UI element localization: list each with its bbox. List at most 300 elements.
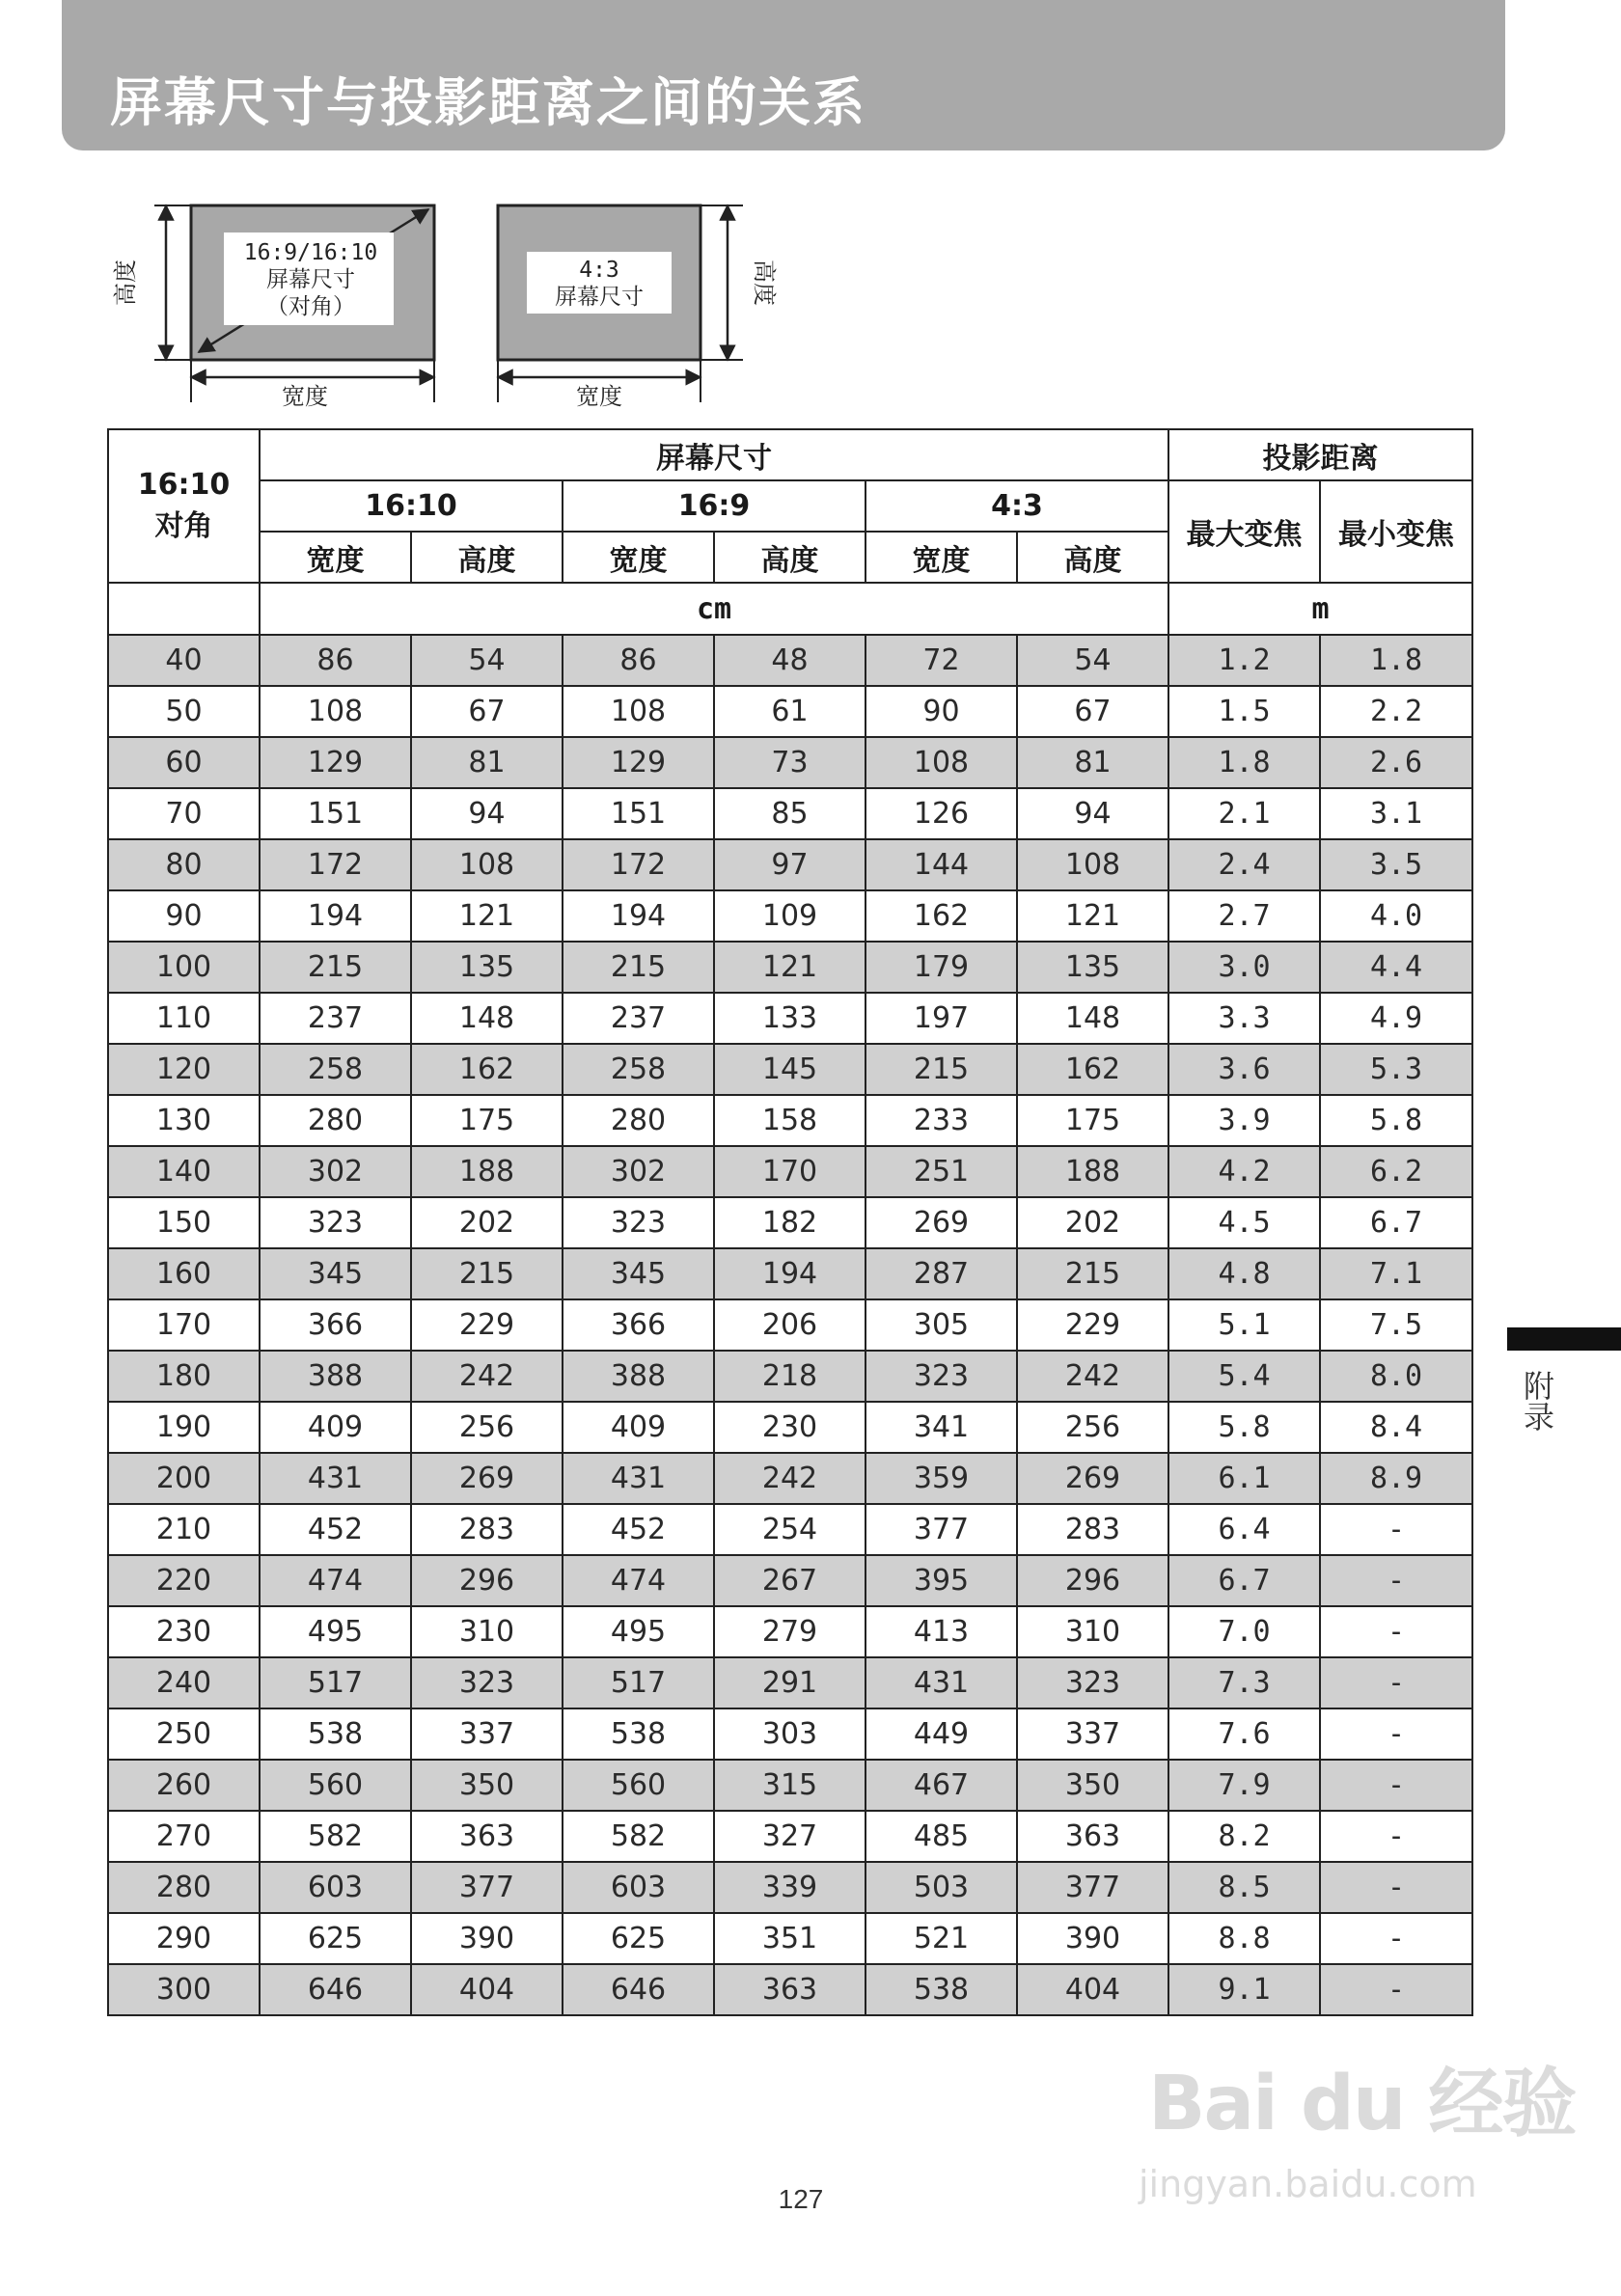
cell-h-43: 148 (1017, 993, 1168, 1044)
cell-diagonal: 180 (108, 1351, 260, 1402)
table-row (108, 993, 1472, 1044)
cell-min-zoom: 2.2 (1320, 686, 1472, 737)
cell-w-43: 179 (865, 942, 1017, 993)
cell-w-169: 86 (563, 635, 714, 686)
cell-diagonal: 240 (108, 1657, 260, 1708)
wide-label-line1: 16:9/16:10 (243, 240, 378, 265)
cell-max-zoom: 5.8 (1168, 1402, 1320, 1453)
cell-diagonal: 200 (108, 1453, 260, 1504)
cell-h-43: 283 (1017, 1504, 1168, 1555)
cell-min-zoom: 5.3 (1320, 1044, 1472, 1095)
cell-h-169: 158 (714, 1095, 865, 1146)
cell-w-43: 197 (865, 993, 1017, 1044)
cell-h-1610: 256 (411, 1402, 563, 1453)
cell-min-zoom: 2.6 (1320, 737, 1472, 788)
ratio-header-16-9: 16:9 (563, 480, 865, 532)
cell-diagonal: 130 (108, 1095, 260, 1146)
cell-diagonal: 170 (108, 1299, 260, 1351)
cell-w-1610: 625 (260, 1913, 411, 1964)
cell-h-43: 229 (1017, 1299, 1168, 1351)
cell-w-1610: 345 (260, 1248, 411, 1299)
cell-h-1610: 94 (411, 788, 563, 839)
ratio-header-16-10: 16:10 (260, 480, 563, 532)
cell-w-43: 269 (865, 1197, 1017, 1248)
unit-header-blank (108, 583, 260, 635)
col-header-height: 高度 (714, 532, 865, 583)
table-row (108, 635, 1472, 686)
cell-w-43: 395 (865, 1555, 1017, 1606)
cell-max-zoom: 2.1 (1168, 788, 1320, 839)
cell-max-zoom: 5.1 (1168, 1299, 1320, 1351)
cell-min-zoom: - (1320, 1760, 1472, 1811)
cell-max-zoom: 6.7 (1168, 1555, 1320, 1606)
cell-w-43: 233 (865, 1095, 1017, 1146)
unit-header-cm: cm (260, 583, 1168, 635)
cell-w-169: 495 (563, 1606, 714, 1657)
cell-h-169: 230 (714, 1402, 865, 1453)
cell-w-43: 359 (865, 1453, 1017, 1504)
cell-h-169: 182 (714, 1197, 865, 1248)
cell-h-43: 135 (1017, 942, 1168, 993)
cell-w-1610: 452 (260, 1504, 411, 1555)
cell-w-169: 452 (563, 1504, 714, 1555)
page-title: 屏幕尺寸与投影距离之间的关系 (110, 72, 866, 133)
table-row (108, 1657, 1472, 1708)
cell-max-zoom: 7.3 (1168, 1657, 1320, 1708)
cell-h-1610: 108 (411, 839, 563, 890)
cell-min-zoom: 8.4 (1320, 1402, 1472, 1453)
cell-h-43: 108 (1017, 839, 1168, 890)
cell-w-43: 72 (865, 635, 1017, 686)
cell-diagonal: 50 (108, 686, 260, 737)
cell-w-1610: 258 (260, 1044, 411, 1095)
cell-diagonal: 190 (108, 1402, 260, 1453)
cell-max-zoom: 3.6 (1168, 1044, 1320, 1095)
watermark-url: jingyan.baidu.com (1139, 2163, 1477, 2205)
cell-diagonal: 40 (108, 635, 260, 686)
table-row (108, 1453, 1472, 1504)
cell-max-zoom: 7.6 (1168, 1708, 1320, 1760)
page-number: 127 (778, 2184, 824, 2214)
wide-width-label: 宽度 (282, 383, 328, 410)
cell-h-43: 202 (1017, 1197, 1168, 1248)
cell-h-169: 363 (714, 1964, 865, 2015)
cell-w-169: 108 (563, 686, 714, 737)
cell-h-169: 315 (714, 1760, 865, 1811)
cell-diagonal: 250 (108, 1708, 260, 1760)
table-row (108, 942, 1472, 993)
cell-min-zoom: 1.8 (1320, 635, 1472, 686)
cell-diagonal: 150 (108, 1197, 260, 1248)
cell-h-1610: 337 (411, 1708, 563, 1760)
cell-h-1610: 269 (411, 1453, 563, 1504)
cell-min-zoom: 7.5 (1320, 1299, 1472, 1351)
table-row (108, 1555, 1472, 1606)
cell-max-zoom: 6.1 (1168, 1453, 1320, 1504)
col-header-width: 宽度 (865, 532, 1017, 583)
cell-w-1610: 560 (260, 1760, 411, 1811)
cell-h-1610: 215 (411, 1248, 563, 1299)
table-row (108, 788, 1472, 839)
cell-h-169: 61 (714, 686, 865, 737)
cell-h-1610: 283 (411, 1504, 563, 1555)
cell-w-43: 144 (865, 839, 1017, 890)
cell-w-1610: 86 (260, 635, 411, 686)
cell-w-1610: 323 (260, 1197, 411, 1248)
cell-w-169: 646 (563, 1964, 714, 2015)
cell-h-43: 363 (1017, 1811, 1168, 1862)
cell-diagonal: 110 (108, 993, 260, 1044)
table-row (108, 1044, 1472, 1095)
cell-h-1610: 67 (411, 686, 563, 737)
cell-h-43: 404 (1017, 1964, 1168, 2015)
cell-w-1610: 366 (260, 1299, 411, 1351)
group-header-screen-size: 屏幕尺寸 (260, 429, 1168, 480)
cell-min-zoom: 5.8 (1320, 1095, 1472, 1146)
cell-min-zoom: - (1320, 1964, 1472, 2015)
cell-diagonal: 210 (108, 1504, 260, 1555)
cell-w-1610: 646 (260, 1964, 411, 2015)
table-header (108, 429, 1472, 635)
cell-diagonal: 220 (108, 1555, 260, 1606)
cell-w-43: 413 (865, 1606, 1017, 1657)
cell-diagonal: 80 (108, 839, 260, 890)
cell-diagonal: 280 (108, 1862, 260, 1913)
cell-max-zoom: 2.7 (1168, 890, 1320, 942)
cell-max-zoom: 9.1 (1168, 1964, 1320, 2015)
table-row (108, 1095, 1472, 1146)
cell-min-zoom: 6.7 (1320, 1197, 1472, 1248)
standard-screen-diagram (498, 205, 778, 410)
cell-h-169: 327 (714, 1811, 865, 1862)
cell-h-169: 351 (714, 1913, 865, 1964)
cell-h-43: 81 (1017, 737, 1168, 788)
std-width-label: 宽度 (576, 383, 622, 410)
side-tab-label: 附录 (1519, 1370, 1555, 1432)
cell-h-169: 145 (714, 1044, 865, 1095)
cell-max-zoom: 3.3 (1168, 993, 1320, 1044)
cell-w-1610: 302 (260, 1146, 411, 1197)
cell-diagonal: 60 (108, 737, 260, 788)
cell-w-1610: 474 (260, 1555, 411, 1606)
cell-diagonal: 260 (108, 1760, 260, 1811)
cell-h-1610: 363 (411, 1811, 563, 1862)
cell-w-1610: 172 (260, 839, 411, 890)
cell-w-43: 126 (865, 788, 1017, 839)
cell-w-1610: 280 (260, 1095, 411, 1146)
unit-header-m: m (1168, 583, 1472, 635)
std-label-line1: 4:3 (579, 258, 619, 283)
cell-w-43: 521 (865, 1913, 1017, 1964)
cell-h-43: 269 (1017, 1453, 1168, 1504)
cell-w-43: 449 (865, 1708, 1017, 1760)
table-row (108, 737, 1472, 788)
cell-w-1610: 151 (260, 788, 411, 839)
ratio-header-4-3: 4:3 (865, 480, 1168, 532)
col-header-width: 宽度 (260, 532, 411, 583)
cell-diagonal: 120 (108, 1044, 260, 1095)
side-tab-marker (1507, 1327, 1621, 1351)
cell-w-43: 485 (865, 1811, 1017, 1862)
cell-min-zoom: - (1320, 1708, 1472, 1760)
cell-w-169: 431 (563, 1453, 714, 1504)
cell-w-169: 237 (563, 993, 714, 1044)
cell-h-43: 215 (1017, 1248, 1168, 1299)
cell-h-1610: 202 (411, 1197, 563, 1248)
projection-distance-table (107, 428, 1473, 2016)
baidu-watermark (1139, 2026, 1576, 2219)
cell-w-1610: 129 (260, 737, 411, 788)
table-row (108, 1913, 1472, 1964)
cell-h-1610: 404 (411, 1964, 563, 2015)
cell-w-169: 258 (563, 1044, 714, 1095)
cell-w-1610: 603 (260, 1862, 411, 1913)
cell-min-zoom: 8.9 (1320, 1453, 1472, 1504)
cell-w-169: 323 (563, 1197, 714, 1248)
cell-h-169: 291 (714, 1657, 865, 1708)
cell-diagonal: 70 (108, 788, 260, 839)
cell-w-1610: 237 (260, 993, 411, 1044)
cell-min-zoom: 6.2 (1320, 1146, 1472, 1197)
cell-h-169: 109 (714, 890, 865, 942)
cell-min-zoom: 8.0 (1320, 1351, 1472, 1402)
cell-h-43: 296 (1017, 1555, 1168, 1606)
cell-h-1610: 162 (411, 1044, 563, 1095)
table-row (108, 890, 1472, 942)
cell-h-43: 242 (1017, 1351, 1168, 1402)
cell-min-zoom: 4.9 (1320, 993, 1472, 1044)
cell-h-43: 121 (1017, 890, 1168, 942)
cell-min-zoom: - (1320, 1657, 1472, 1708)
cell-max-zoom: 8.8 (1168, 1913, 1320, 1964)
cell-w-169: 302 (563, 1146, 714, 1197)
cell-h-43: 377 (1017, 1862, 1168, 1913)
cell-h-169: 242 (714, 1453, 865, 1504)
watermark-logo: Bai du 经验 (1148, 2061, 1576, 2147)
cell-w-1610: 495 (260, 1606, 411, 1657)
cell-max-zoom: 7.9 (1168, 1760, 1320, 1811)
col-header-max-zoom: 最大变焦 (1168, 480, 1320, 583)
wide-screen-diagram (112, 205, 434, 410)
cell-h-1610: 135 (411, 942, 563, 993)
cell-min-zoom: - (1320, 1862, 1472, 1913)
cell-max-zoom: 8.5 (1168, 1862, 1320, 1913)
cell-w-43: 538 (865, 1964, 1017, 2015)
cell-w-169: 280 (563, 1095, 714, 1146)
cell-min-zoom: - (1320, 1504, 1472, 1555)
cell-w-1610: 538 (260, 1708, 411, 1760)
cell-max-zoom: 4.2 (1168, 1146, 1320, 1197)
cell-h-169: 339 (714, 1862, 865, 1913)
cell-min-zoom: - (1320, 1555, 1472, 1606)
corner-line1: 16:10 (137, 468, 231, 502)
cell-h-43: 175 (1017, 1095, 1168, 1146)
cell-w-43: 108 (865, 737, 1017, 788)
cell-h-169: 97 (714, 839, 865, 890)
table-row (108, 1708, 1472, 1760)
cell-h-43: 256 (1017, 1402, 1168, 1453)
cell-min-zoom: 3.5 (1320, 839, 1472, 890)
cell-w-43: 162 (865, 890, 1017, 942)
table-row (108, 1299, 1472, 1351)
cell-w-169: 151 (563, 788, 714, 839)
cell-h-1610: 229 (411, 1299, 563, 1351)
cell-max-zoom: 4.5 (1168, 1197, 1320, 1248)
cell-h-1610: 54 (411, 635, 563, 686)
cell-w-43: 467 (865, 1760, 1017, 1811)
cell-w-1610: 388 (260, 1351, 411, 1402)
cell-h-169: 133 (714, 993, 865, 1044)
table-row (108, 1862, 1472, 1913)
cell-h-169: 303 (714, 1708, 865, 1760)
cell-w-43: 431 (865, 1657, 1017, 1708)
cell-h-43: 188 (1017, 1146, 1168, 1197)
cell-w-43: 323 (865, 1351, 1017, 1402)
cell-h-43: 310 (1017, 1606, 1168, 1657)
cell-max-zoom: 1.8 (1168, 737, 1320, 788)
table-row (108, 1811, 1472, 1862)
cell-h-43: 162 (1017, 1044, 1168, 1095)
cell-h-1610: 148 (411, 993, 563, 1044)
cell-w-169: 366 (563, 1299, 714, 1351)
cell-w-43: 90 (865, 686, 1017, 737)
cell-w-169: 582 (563, 1811, 714, 1862)
group-header-projection: 投影距离 (1168, 429, 1472, 480)
table-row (108, 1351, 1472, 1402)
cell-h-169: 279 (714, 1606, 865, 1657)
corner-line2: 对角 (154, 509, 213, 543)
cell-w-169: 129 (563, 737, 714, 788)
cell-h-43: 67 (1017, 686, 1168, 737)
corner-header (108, 429, 260, 583)
cell-max-zoom: 2.4 (1168, 839, 1320, 890)
cell-w-1610: 215 (260, 942, 411, 993)
table-row (108, 1504, 1472, 1555)
wide-label-line3: （对角） (266, 294, 355, 319)
cell-min-zoom: - (1320, 1811, 1472, 1862)
cell-min-zoom: - (1320, 1913, 1472, 1964)
cell-min-zoom: 7.1 (1320, 1248, 1472, 1299)
cell-max-zoom: 8.2 (1168, 1811, 1320, 1862)
cell-w-1610: 582 (260, 1811, 411, 1862)
cell-w-169: 215 (563, 942, 714, 993)
table-row (108, 1964, 1472, 2015)
std-label-line2: 屏幕尺寸 (555, 285, 644, 310)
cell-h-169: 85 (714, 788, 865, 839)
col-header-height: 高度 (411, 532, 563, 583)
cell-min-zoom: 4.4 (1320, 942, 1472, 993)
cell-h-1610: 350 (411, 1760, 563, 1811)
cell-h-43: 390 (1017, 1913, 1168, 1964)
cell-w-169: 517 (563, 1657, 714, 1708)
cell-max-zoom: 6.4 (1168, 1504, 1320, 1555)
cell-diagonal: 160 (108, 1248, 260, 1299)
table-row (108, 1146, 1472, 1197)
table-row (108, 1606, 1472, 1657)
cell-diagonal: 300 (108, 1964, 260, 2015)
cell-max-zoom: 5.4 (1168, 1351, 1320, 1402)
cell-w-43: 215 (865, 1044, 1017, 1095)
table-row (108, 839, 1472, 890)
cell-min-zoom: 4.0 (1320, 890, 1472, 942)
cell-w-169: 560 (563, 1760, 714, 1811)
cell-h-1610: 323 (411, 1657, 563, 1708)
wide-label-line2: 屏幕尺寸 (266, 267, 355, 292)
cell-min-zoom: - (1320, 1606, 1472, 1657)
cell-w-169: 538 (563, 1708, 714, 1760)
cell-w-169: 172 (563, 839, 714, 890)
cell-w-43: 377 (865, 1504, 1017, 1555)
cell-w-43: 503 (865, 1862, 1017, 1913)
table-row (108, 1248, 1472, 1299)
cell-diagonal: 90 (108, 890, 260, 942)
cell-h-1610: 310 (411, 1606, 563, 1657)
cell-h-1610: 81 (411, 737, 563, 788)
cell-diagonal: 140 (108, 1146, 260, 1197)
cell-h-1610: 242 (411, 1351, 563, 1402)
cell-h-169: 194 (714, 1248, 865, 1299)
table-body (108, 635, 1472, 2015)
cell-h-1610: 377 (411, 1862, 563, 1913)
cell-h-169: 218 (714, 1351, 865, 1402)
cell-h-1610: 175 (411, 1095, 563, 1146)
cell-w-43: 251 (865, 1146, 1017, 1197)
cell-h-1610: 296 (411, 1555, 563, 1606)
cell-diagonal: 230 (108, 1606, 260, 1657)
screen-size-diagram (106, 188, 801, 420)
cell-w-169: 603 (563, 1862, 714, 1913)
table-row (108, 686, 1472, 737)
cell-h-169: 254 (714, 1504, 865, 1555)
cell-w-43: 341 (865, 1402, 1017, 1453)
cell-w-1610: 409 (260, 1402, 411, 1453)
cell-min-zoom: 3.1 (1320, 788, 1472, 839)
cell-h-43: 350 (1017, 1760, 1168, 1811)
cell-diagonal: 100 (108, 942, 260, 993)
col-header-width: 宽度 (563, 532, 714, 583)
cell-w-43: 305 (865, 1299, 1017, 1351)
cell-max-zoom: 4.8 (1168, 1248, 1320, 1299)
cell-h-43: 54 (1017, 635, 1168, 686)
cell-w-1610: 431 (260, 1453, 411, 1504)
cell-max-zoom: 1.5 (1168, 686, 1320, 737)
cell-w-43: 287 (865, 1248, 1017, 1299)
cell-w-169: 388 (563, 1351, 714, 1402)
col-header-min-zoom: 最小变焦 (1320, 480, 1472, 583)
cell-max-zoom: 3.0 (1168, 942, 1320, 993)
cell-w-169: 474 (563, 1555, 714, 1606)
table-row (108, 1402, 1472, 1453)
cell-h-1610: 390 (411, 1913, 563, 1964)
cell-w-1610: 517 (260, 1657, 411, 1708)
cell-h-169: 73 (714, 737, 865, 788)
std-height-label: 高度 (751, 260, 778, 306)
cell-w-169: 194 (563, 890, 714, 942)
cell-max-zoom: 7.0 (1168, 1606, 1320, 1657)
cell-w-1610: 194 (260, 890, 411, 942)
cell-h-43: 337 (1017, 1708, 1168, 1760)
cell-max-zoom: 3.9 (1168, 1095, 1320, 1146)
cell-w-169: 409 (563, 1402, 714, 1453)
title-bar (62, 0, 1505, 150)
cell-h-169: 206 (714, 1299, 865, 1351)
cell-h-43: 94 (1017, 788, 1168, 839)
cell-w-169: 625 (563, 1913, 714, 1964)
cell-h-169: 121 (714, 942, 865, 993)
cell-h-1610: 188 (411, 1146, 563, 1197)
cell-w-1610: 108 (260, 686, 411, 737)
wide-height-label: 高度 (112, 260, 139, 306)
